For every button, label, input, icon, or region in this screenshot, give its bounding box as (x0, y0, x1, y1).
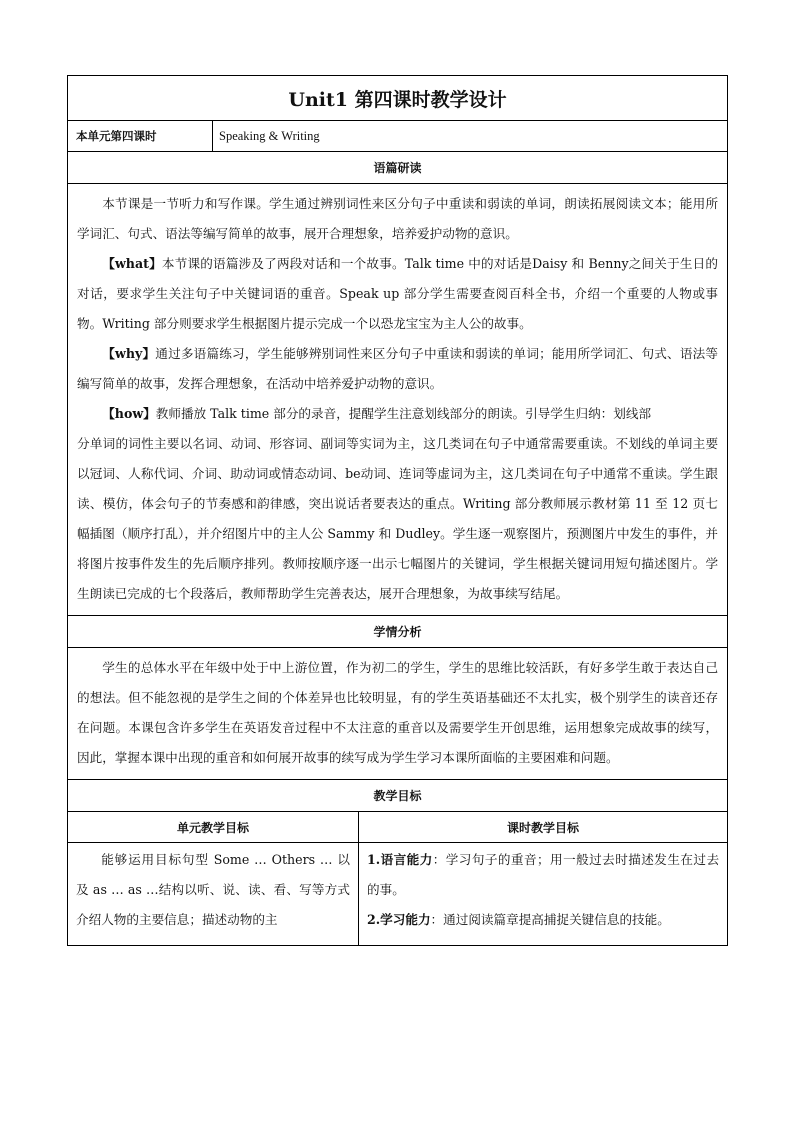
what-tag: 【what】 (102, 256, 162, 271)
text-study-heading: 语篇研读 (68, 152, 728, 184)
student-analysis-text: 学生的总体水平在年级中处于中上游位置，作为初二的学生，学生的思维比较活跃，有好多学生敢于表达自己的想法。但不能忽视的是学生之间的个体差异也比较明显，有的学生英语基础还不太扎实，极个别学生的读音还存在问题。本课包含许多学生在英语发音过程中不太注意的重音以及需要学生开创思维，运用想象完成故事的续写，因此，掌握本课中出现的重音和如何展开故事的续写成为学生学习本课所面临的主要困难和问题。 (77, 660, 719, 765)
what-text: 本节课的语篇涉及了两段对话和一个故事。Talk time 中的对话是Daisy 和 Benny之间关于生日的对话，要求学生关注句子中关键词语的重音。Speak up 部分学生需要查阅百科全书，介绍一个重要的人物或事物。Writing 部分则要求学生根据图片提示完成一个以恐龙宝宝为主人公的故事。 (77, 256, 719, 331)
text-study-content (68, 184, 728, 616)
student-analysis-content (68, 648, 728, 780)
what-paragraph (77, 249, 718, 339)
lesson-objective-item (367, 905, 719, 935)
how-paragraph (77, 399, 718, 429)
how-continued: 分单词的词性主要以名词、动词、形容词、副词等实词为主，这几类词在句子中通常需要重读。不划线的单词主要以冠词、人称代词、介词、助动词或情态动词、be动词、连词等虚词为主，这几类词在句子中通常不重读。学生跟读、模仿，体会句子的节奏感和韵律感，突出说话者要表达的重点。Writing 部分教师展示教材第 11 至 12 页七幅插图（顺序打乱），并介绍图片中的主人公 Sammy 和 Dudley。学生逐一观察图片，预测图片中发生的事件，并将图片按事件发生的先后顺序排列。教师按顺序逐一出示七幅图片的关键词，学生根据关键词用短句描述图片。学生朗读已完成的七个段落后，教师帮助学生完善表达，展开合理想象，为故事续写结尾。 (77, 436, 719, 601)
lesson-objectives-content (359, 843, 728, 946)
how-tag: 【how】 (102, 406, 156, 421)
lesson-plan-table (67, 75, 728, 946)
student-analysis-heading: 学情分析 (68, 616, 728, 648)
objective-text: ：通过阅读篇章提高捕捉关键信息的技能。 (430, 912, 670, 927)
lesson-label: 本单元第四课时 (68, 121, 213, 152)
objective-text: ：学习句子的重音；用一般过去时描述发生在过去的事。 (367, 852, 720, 897)
text-study-intro: 本节课是一节听力和写作课。学生通过辨别词性来区分句子中重读和弱读的单词，朗读拓展阅读文本；能用所学词汇、句式、语法等编写简单的故事，展开合理想象，培养爱护动物的意识。 (77, 196, 719, 241)
why-paragraph (77, 339, 718, 399)
lesson-objectives-heading: 课时教学目标 (359, 812, 728, 843)
why-tag: 【why】 (102, 346, 156, 361)
objective-label: 学习能力 (380, 912, 431, 927)
lesson-plan-document (67, 75, 727, 946)
why-text: 通过多语篇练习，学生能够辨别词性来区分句子中重读和弱读的单词；能用所学词汇、句式、语法等编写简单的故事，发挥合理想象，在活动中培养爱护动物的意识。 (77, 346, 719, 391)
objective-label: 语言能力 (380, 852, 433, 867)
unit-objectives-heading: 单元教学目标 (68, 812, 359, 843)
document-title: Unit1 第四课时教学设计 (68, 76, 728, 121)
unit-objectives-text: 能够运用目标句型 Some … Others … 以及 as … as …结构以听、说、读、看、写等方式介绍人物的主要信息；描述动物的主 (76, 852, 350, 927)
objective-number: 1. (367, 852, 381, 867)
lesson-value: Speaking & Writing (213, 121, 728, 152)
objectives-heading: 教学目标 (68, 780, 728, 812)
objective-number: 2. (367, 912, 381, 927)
lesson-objective-item (367, 845, 719, 905)
how-text: 教师播放 Talk time 部分的录音，提醒学生注意划线部分的朗读。引导学生归纳：划线部 (155, 406, 652, 421)
unit-objectives-content (68, 843, 359, 946)
